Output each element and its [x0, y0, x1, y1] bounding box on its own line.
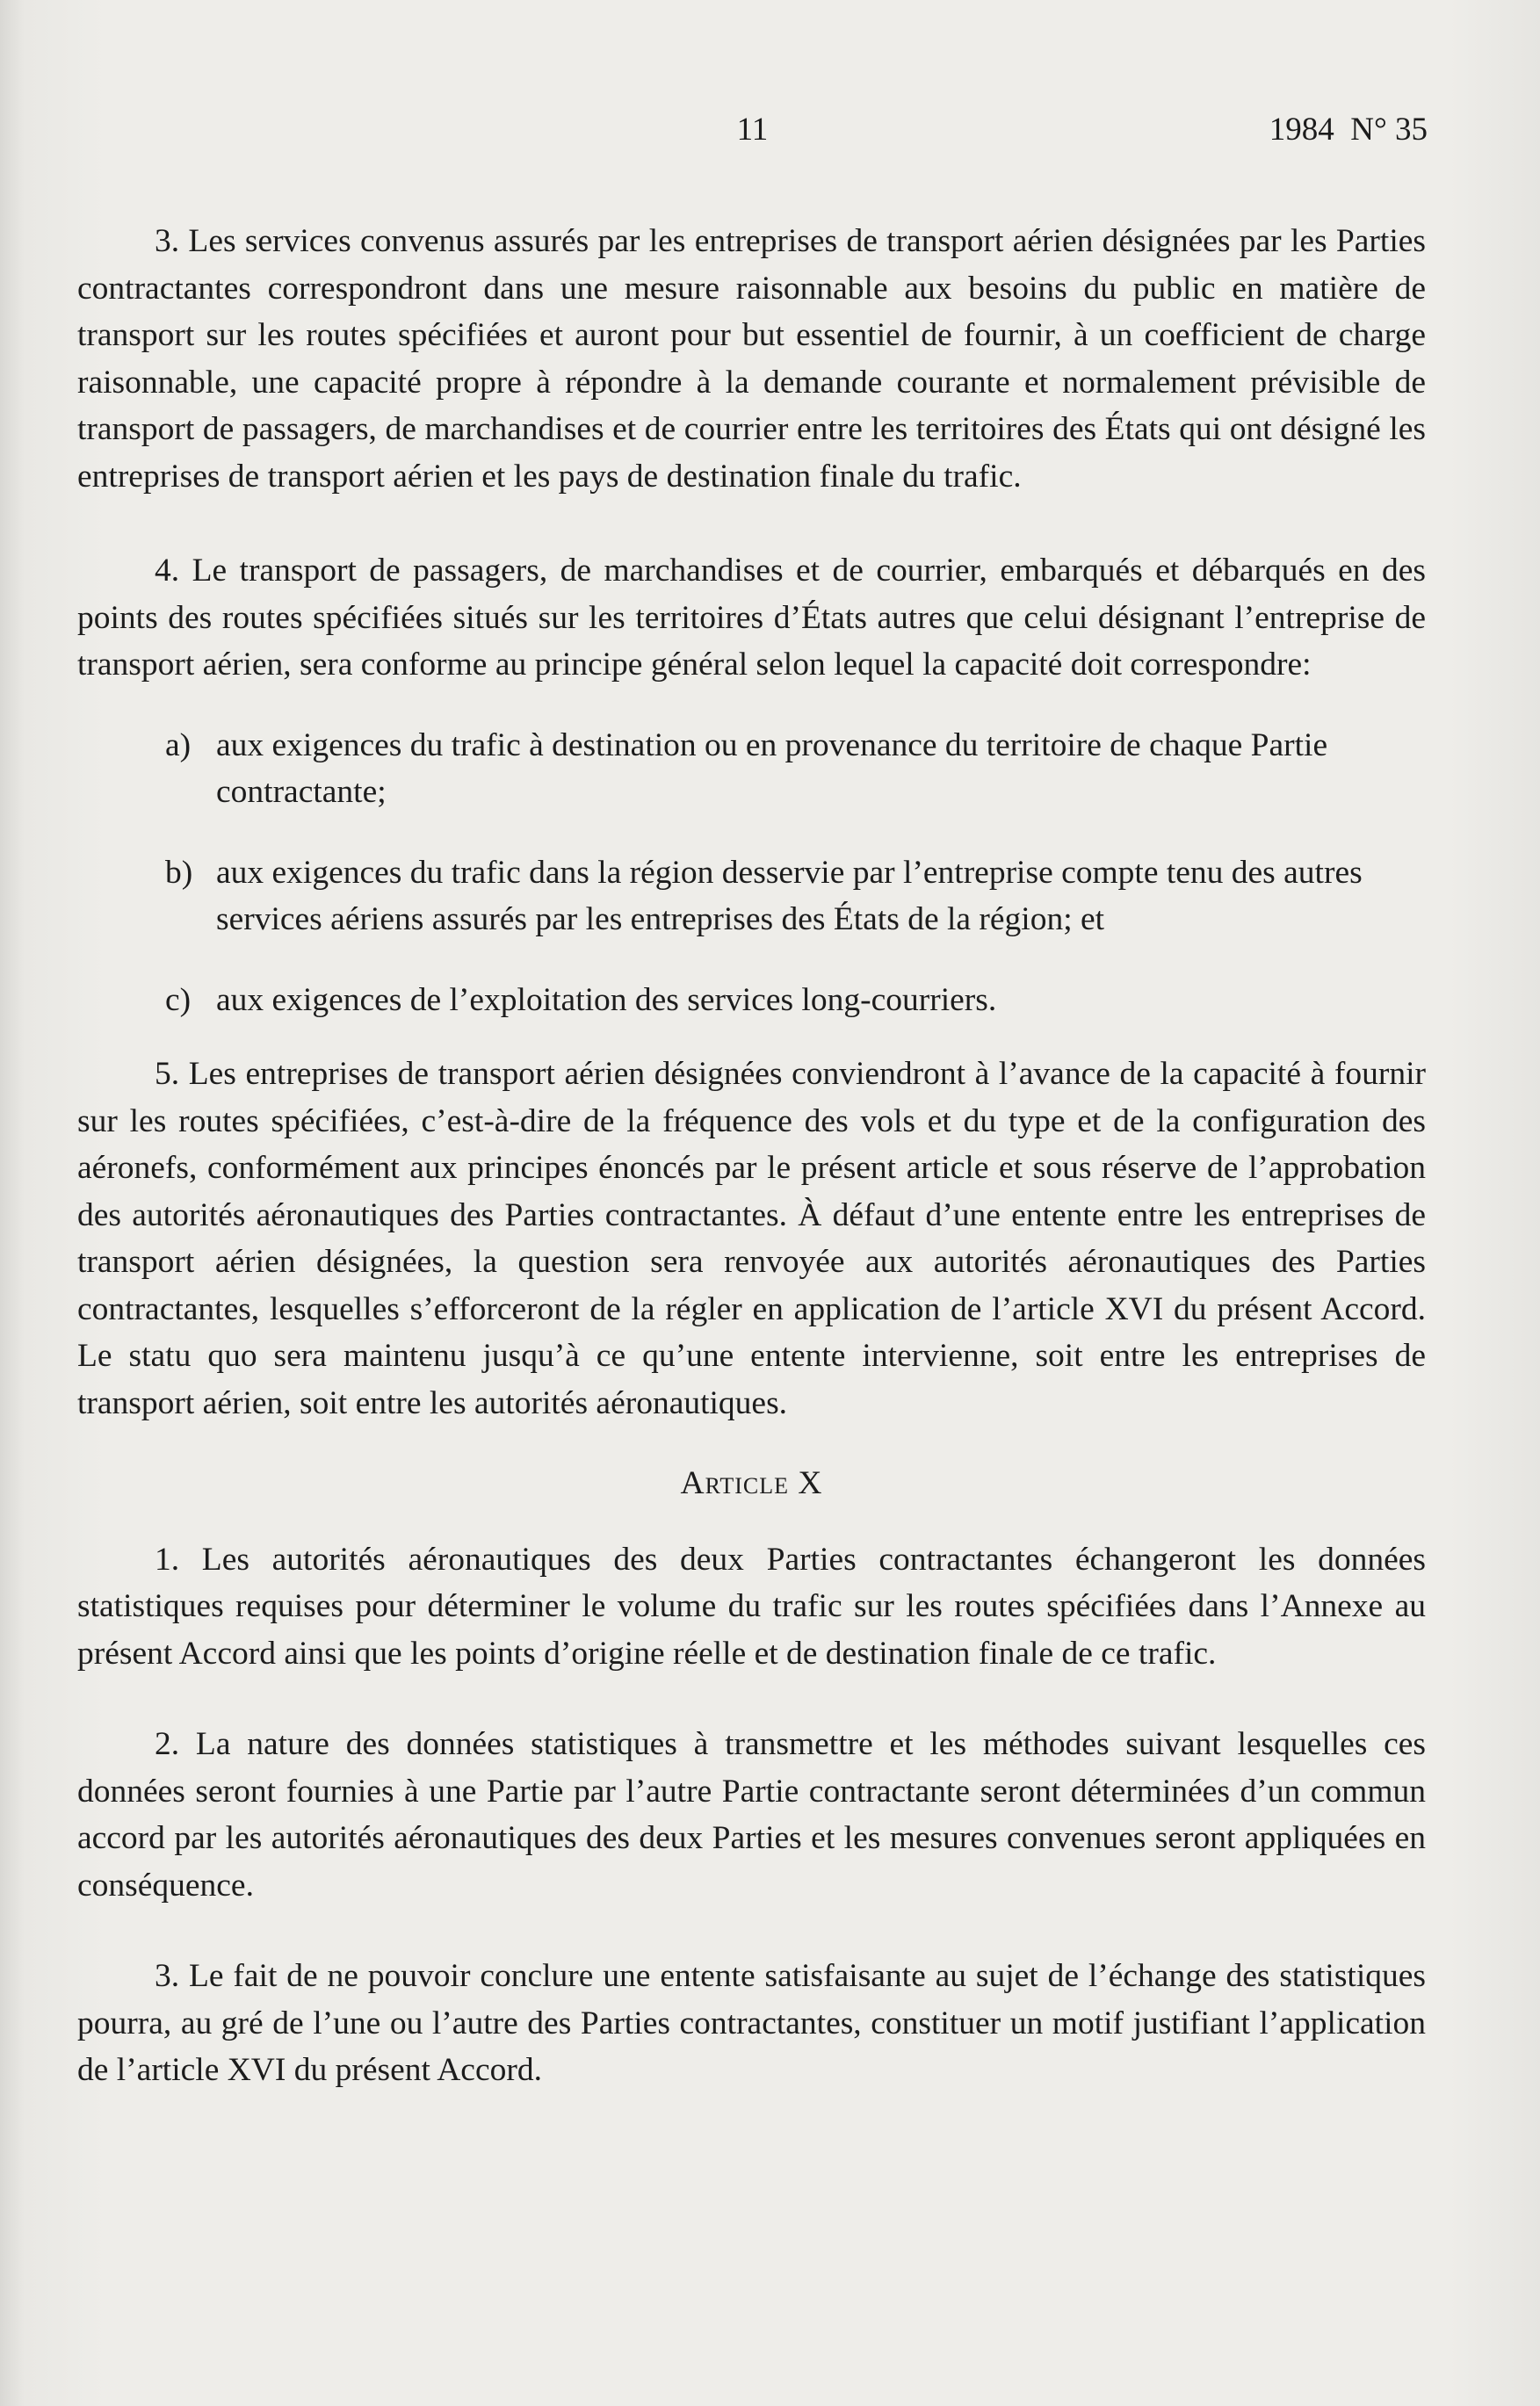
article-x-paragraph-3: 3. Le fait de ne pouvoir conclure une entente satisfaisante au sujet de l’échange des statistiques pourra, au gré de l’une ou l’autre des Parties contractantes, constituer un motif justifiant l’application de l’article XVI du présent Accord.	[77, 1958, 1426, 2088]
list-marker: a)	[165, 726, 192, 763]
page-header	[77, 111, 1428, 155]
list-item-b	[77, 849, 1426, 943]
list-marker: b)	[165, 854, 193, 891]
list-item-c	[77, 977, 1426, 1024]
paragraph-5: 5. Les entreprises de transport aérien désignées conviendront à l’avance de la capacité à fournir sur les routes spécifiées, c’est-à-dire de la fréquence des vols et du type et de la configuration des aéronefs, conformément aux principes énoncés par le présent article et sous réserve de l’approbation des autorités aéronautiques des Parties contractantes. À défaut d’une entente entre les entreprises de transport aérien désignées, la question sera renvoyée aux autorités aéronautiques des Parties contractantes, lesquelles s’efforceront de la régler en application de l’article XVI du présent Accord. Le statu quo sera maintenu jusqu’à ce qu’une entente intervienne, soit entre les entreprises de transport aérien, soit entre les autorités aéronautiques.	[77, 1056, 1426, 1421]
list-item-a	[77, 722, 1426, 816]
list-text: aux exigences du trafic à destination ou en provenance du territoire de chaque Partie contractante;	[216, 726, 1328, 810]
article-x-paragraph-1: 1. Les autorités aéronautiques des deux Parties contractantes échangeront les données statistiques requises pour déterminer le volume du trafic sur les routes spécifiées dans l’Annexe au présent Accord ainsi que les points d’origine réelle et de destination finale de ce trafic.	[77, 1541, 1426, 1672]
body-text	[77, 218, 1426, 2094]
list-marker: c)	[165, 981, 192, 1018]
list-text: aux exigences du trafic dans la région desservie par l’entreprise compte tenu des autres services aériens assurés par les entreprises des États de la région; et	[216, 854, 1363, 937]
document-reference: 1984 N° 35	[1269, 112, 1428, 148]
paragraph-4: 4. Le transport de passagers, de marchandises et de courrier, embarqués et débarqués en des points des routes spécifiées situés sur les territoires d’États autres que celui désignant l’entreprise de transport aérien, sera conforme au principe général selon lequel la capacité doit correspondre:	[77, 553, 1426, 683]
list-text: aux exigences de l’exploitation des services long-courriers.	[216, 981, 997, 1018]
article-x-paragraph-2: 2. La nature des données statistiques à transmettre et les méthodes suivant lesquelles ces données seront fournies à une Partie par l’autre Partie contractante seront déterminées d’un commun accord par les autorités aéronautiques des deux Parties et les mesures convenues seront appliquées en conséquence.	[77, 1726, 1426, 1904]
page-number: 11	[736, 112, 769, 148]
paragraph-3: 3. Les services convenus assurés par les entreprises de transport aérien désignées par les Parties contractantes correspondront dans une mesure raisonnable aux besoins du public en matière de transport sur les routes spécifiées et auront pour but essentiel de fournir, à un coefficient de charge raisonnable, une capacité propre à répondre à la demande courante et normalement prévisible de transport de passagers, de marchandises et de courrier entre les territoires des États qui ont désigné les entreprises de transport aérien et les pays de destination finale du trafic.	[77, 223, 1426, 495]
article-heading: Article X	[680, 1465, 823, 1501]
